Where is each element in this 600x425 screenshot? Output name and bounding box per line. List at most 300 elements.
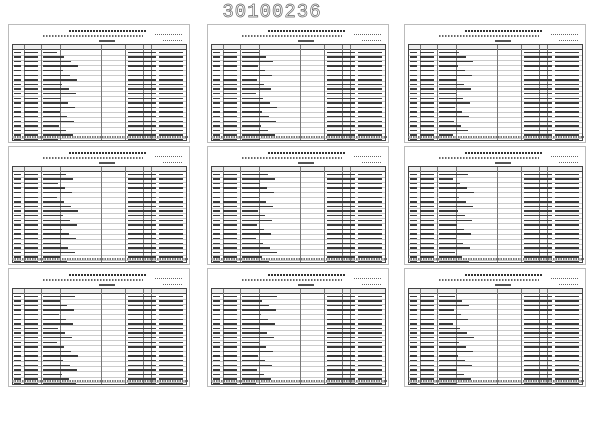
- table-cell-text: [410, 88, 417, 90]
- page-unit-line: [298, 40, 314, 42]
- table-cell-text: [213, 351, 220, 353]
- page-meta1-line: [551, 156, 579, 157]
- table-cell-text: [540, 314, 548, 316]
- table-cell-text: [351, 107, 355, 109]
- table-cell-text: [343, 125, 351, 127]
- table-cell-text: [213, 178, 220, 180]
- table-cell-text: [343, 328, 351, 330]
- table-cell-text: [213, 125, 220, 127]
- table-cell-text: [159, 111, 183, 113]
- page-sub-line: [242, 279, 342, 281]
- table-cell-text: [144, 197, 152, 199]
- table-cell-text: [351, 360, 355, 362]
- table-cell-text: [14, 206, 21, 208]
- table-cell-text: [213, 332, 220, 334]
- table-cell-text: [242, 56, 266, 58]
- table-cell-text: [152, 56, 156, 58]
- table-cell-text: [144, 111, 152, 113]
- table-cell-text: [548, 220, 552, 222]
- table-cell-text: [159, 56, 183, 58]
- table-cell-text: [242, 360, 265, 362]
- table-cell-text: [410, 210, 417, 212]
- table-cell-text: [548, 369, 552, 371]
- table-cell-text: [144, 238, 152, 240]
- table-cell-text: [420, 261, 434, 263]
- table-cell-text: [159, 75, 183, 77]
- table-cell-text: [43, 93, 76, 95]
- table-cell-text: [358, 247, 382, 249]
- table-cell-text: [152, 121, 156, 123]
- table-cell-text: [439, 174, 468, 176]
- table-cell-text: [548, 355, 552, 357]
- table-cell-text: [43, 296, 75, 298]
- table-cell-text: [555, 183, 579, 185]
- table-cell-text: [14, 238, 21, 240]
- table-header: [212, 289, 385, 294]
- table-cell-text: [213, 365, 220, 367]
- table-cell-text: [213, 52, 220, 54]
- table-cell-text: [358, 309, 382, 311]
- table-cell-text: [351, 178, 355, 180]
- table-cell-text: [439, 374, 464, 376]
- table-cell-text: [159, 342, 183, 344]
- table-cell-text: [540, 243, 548, 245]
- table-cell-text: [439, 229, 464, 231]
- table-cell-text: [420, 65, 434, 67]
- table-cell-text: [223, 355, 237, 357]
- table-cell-text: [242, 300, 262, 302]
- data-table: [211, 44, 386, 141]
- table-cell-text: [144, 224, 152, 226]
- table-cell-text: [358, 84, 382, 86]
- table-header: [13, 167, 186, 172]
- table-cell-text: [439, 125, 461, 127]
- table-cell-text: [14, 102, 21, 104]
- table-cell-text: [43, 238, 76, 240]
- table-cell-text: [24, 346, 38, 348]
- table-cell-text: [43, 197, 57, 199]
- table-cell-text: [152, 70, 156, 72]
- table-cell-text: [24, 233, 38, 235]
- table-cell-text: [223, 296, 237, 298]
- table-cell-text: [144, 323, 152, 325]
- table-cell-text: [439, 65, 458, 67]
- table-cell-text: [420, 206, 434, 208]
- table-cell-text: [358, 178, 382, 180]
- table-cell-text: [343, 383, 351, 385]
- table-cell-text: [242, 247, 270, 249]
- table-cell-text: [152, 192, 156, 194]
- table-cell-text: [343, 220, 351, 222]
- table-cell-text: [439, 314, 461, 316]
- table-cell-text: [223, 98, 237, 100]
- data-table: [12, 166, 187, 263]
- table-cell-text: [242, 261, 269, 263]
- table-cell-text: [540, 75, 548, 77]
- table-cell-text: [358, 139, 382, 141]
- table-cell-text: [410, 220, 417, 222]
- page-meta2-line: [163, 162, 183, 163]
- table-cell-text: [24, 187, 38, 189]
- table-cell-text: [555, 369, 579, 371]
- table-cell-text: [540, 93, 548, 95]
- table-cell-text: [540, 229, 548, 231]
- table-cell-text: [548, 328, 552, 330]
- table-cell-text: [24, 102, 38, 104]
- table-cell-text: [548, 111, 552, 113]
- table-cell-text: [43, 332, 65, 334]
- table-cell-text: [358, 332, 382, 334]
- table-cell-text: [159, 296, 183, 298]
- page-meta1-line: [354, 278, 382, 279]
- page-footer-note: [408, 136, 584, 138]
- table-cell-text: [159, 309, 183, 311]
- table-cell-text: [213, 102, 220, 104]
- table-cell-text: [14, 374, 21, 376]
- table-cell-text: [351, 369, 355, 371]
- table-column-rule: [101, 45, 102, 140]
- table-cell-text: [152, 360, 156, 362]
- table-cell-text: [540, 351, 548, 353]
- table-cell-text: [420, 360, 434, 362]
- table-cell-text: [213, 252, 220, 254]
- table-cell-text: [540, 342, 548, 344]
- table-cell-text: [152, 300, 156, 302]
- table-cell-text: [242, 215, 265, 217]
- table-cell-text: [43, 309, 74, 311]
- table-cell-text: [358, 220, 382, 222]
- table-cell-text: [439, 61, 473, 63]
- table-cell-text: [213, 79, 220, 81]
- table-cell-text: [159, 98, 183, 100]
- table-cell-text: [152, 183, 156, 185]
- table-cell-text: [358, 79, 382, 81]
- table-cell-text: [358, 243, 382, 245]
- table-cell-text: [14, 261, 21, 263]
- table-cell-text: [351, 56, 355, 58]
- table-cell-text: [548, 197, 552, 199]
- table-cell-text: [223, 88, 237, 90]
- table-cell-text: [420, 75, 434, 77]
- table-cell-text: [223, 332, 237, 334]
- table-cell-text: [24, 75, 38, 77]
- table-cell-text: [420, 342, 434, 344]
- table-cell-text: [159, 243, 183, 245]
- table-cell-text: [351, 75, 355, 77]
- table-cell-text: [351, 224, 355, 226]
- table-cell-text: [159, 178, 183, 180]
- table-cell-text: [420, 309, 434, 311]
- table-cell-text: [439, 305, 469, 307]
- table-cell-text: [213, 121, 220, 123]
- page-footer-note: [12, 380, 188, 382]
- table-cell-text: [152, 65, 156, 67]
- table-cell-text: [351, 102, 355, 104]
- table-cell-text: [223, 79, 237, 81]
- table-cell-text: [213, 238, 220, 240]
- table-cell-text: [223, 197, 237, 199]
- table-cell-text: [358, 374, 382, 376]
- table-cell-text: [223, 174, 237, 176]
- table-header: [13, 289, 186, 294]
- table-cell-text: [223, 224, 237, 226]
- report-page: [8, 268, 190, 387]
- table-cell-text: [144, 374, 152, 376]
- table-cell-text: [152, 247, 156, 249]
- table-cell-text: [159, 252, 183, 254]
- table-cell-text: [223, 346, 237, 348]
- table-cell-text: [358, 323, 382, 325]
- table-cell-text: [24, 84, 38, 86]
- table-cell-text: [343, 238, 351, 240]
- document-number: 30100236: [222, 1, 322, 23]
- page-title-line: [69, 30, 147, 32]
- table-cell-text: [144, 220, 152, 222]
- table-cell-text: [144, 210, 152, 212]
- table-cell-text: [242, 121, 276, 123]
- table-column-rule: [300, 289, 301, 384]
- table-cell-text: [555, 107, 579, 109]
- table-cell-text: [439, 351, 473, 353]
- table-cell-text: [439, 247, 470, 249]
- table-cell-text: [548, 56, 552, 58]
- table-cell-text: [144, 243, 152, 245]
- table-cell-text: [555, 296, 579, 298]
- table-cell-text: [213, 61, 220, 63]
- table-cell-text: [548, 305, 552, 307]
- table-cell-text: [439, 56, 466, 58]
- table-cell-text: [242, 220, 272, 222]
- table-cell-text: [351, 337, 355, 339]
- table-cell-text: [159, 383, 183, 385]
- table-cell-text: [343, 178, 351, 180]
- table-cell-text: [43, 187, 65, 189]
- table-cell-text: [43, 107, 75, 109]
- table-cell-text: [410, 346, 417, 348]
- table-cell-text: [343, 346, 351, 348]
- table-cell-text: [213, 337, 220, 339]
- table-cell-text: [548, 70, 552, 72]
- table-cell-text: [242, 323, 275, 325]
- table-cell-text: [555, 238, 579, 240]
- table-cell-text: [555, 215, 579, 217]
- table-cell-text: [420, 201, 434, 203]
- table-cell-text: [24, 178, 38, 180]
- table-cell-text: [358, 187, 382, 189]
- table-cell-text: [420, 111, 434, 113]
- table-cell-text: [144, 247, 152, 249]
- page-title-line: [69, 152, 147, 154]
- table-cell-text: [159, 116, 183, 118]
- table-cell-text: [343, 360, 351, 362]
- table-cell-text: [343, 300, 351, 302]
- table-cell-text: [144, 70, 152, 72]
- table-cell-text: [351, 328, 355, 330]
- table-cell-text: [555, 300, 579, 302]
- table-cell-text: [223, 233, 237, 235]
- table-cell-text: [144, 346, 152, 348]
- table-cell-text: [540, 139, 548, 141]
- table-cell-text: [351, 305, 355, 307]
- table-cell-text: [14, 300, 21, 302]
- table-cell-text: [213, 233, 220, 235]
- table-cell-text: [343, 305, 351, 307]
- table-cell-text: [223, 383, 237, 385]
- table-cell-text: [213, 314, 220, 316]
- table-cell-text: [213, 210, 220, 212]
- table-cell-text: [223, 252, 237, 254]
- table-cell-text: [420, 346, 434, 348]
- table-cell-text: [439, 183, 460, 185]
- table-column-rule: [324, 167, 325, 262]
- table-cell-text: [439, 261, 469, 263]
- table-header: [212, 45, 385, 50]
- table-cell-text: [351, 174, 355, 176]
- table-cell-text: [223, 52, 237, 54]
- table-cell-text: [242, 79, 257, 81]
- table-cell-text: [548, 309, 552, 311]
- table-cell-text: [43, 369, 77, 371]
- table-cell-text: [213, 328, 220, 330]
- table-cell-text: [223, 192, 237, 194]
- table-cell-text: [159, 328, 183, 330]
- table-cell-text: [144, 88, 152, 90]
- table-cell-text: [242, 243, 263, 245]
- table-header: [13, 45, 186, 50]
- table-cell-text: [159, 79, 183, 81]
- table-cell-text: [351, 332, 355, 334]
- table-cell-text: [24, 61, 38, 63]
- table-cell-text: [555, 79, 579, 81]
- table-cell-text: [159, 201, 183, 203]
- table-cell-text: [152, 305, 156, 307]
- table-cell-text: [410, 130, 417, 132]
- table-cell-text: [410, 107, 417, 109]
- table-cell-text: [144, 56, 152, 58]
- table-cell-text: [343, 233, 351, 235]
- table-cell-text: [14, 75, 21, 77]
- table-cell-text: [152, 309, 156, 311]
- table-cell-text: [43, 192, 72, 194]
- table-cell-text: [439, 130, 468, 132]
- table-cell-text: [540, 107, 548, 109]
- table-cell-text: [351, 52, 355, 54]
- table-cell-text: [410, 296, 417, 298]
- table-cell-text: [540, 224, 548, 226]
- table-cell-text: [242, 201, 266, 203]
- table-cell-text: [213, 192, 220, 194]
- table-cell-text: [43, 323, 73, 325]
- table-column-rule: [41, 45, 42, 140]
- table-cell-text: [540, 192, 548, 194]
- table-cell-text: [343, 206, 351, 208]
- table-cell-text: [159, 374, 183, 376]
- table-cell-text: [213, 309, 220, 311]
- table-cell-text: [555, 130, 579, 132]
- table-cell-text: [213, 130, 220, 132]
- table-cell-text: [43, 247, 68, 249]
- table-cell-text: [540, 319, 548, 321]
- table-cell-text: [540, 79, 548, 81]
- table-cell-text: [223, 351, 237, 353]
- data-table: [211, 166, 386, 263]
- table-cell-text: [410, 70, 417, 72]
- table-cell-text: [420, 197, 434, 199]
- page-footer-note: [408, 258, 584, 260]
- table-cell-text: [358, 369, 382, 371]
- table-cell-text: [242, 125, 261, 127]
- table-cell-text: [410, 187, 417, 189]
- page-meta2-line: [362, 284, 382, 285]
- table-cell-text: [358, 206, 382, 208]
- table-cell-text: [159, 247, 183, 249]
- table-cell-text: [14, 187, 21, 189]
- table-cell-text: [43, 314, 59, 316]
- table-cell-text: [548, 215, 552, 217]
- table-cell-text: [358, 261, 382, 263]
- table-cell-text: [14, 229, 21, 231]
- table-cell-text: [410, 319, 417, 321]
- table-cell-text: [555, 328, 579, 330]
- table-cell-text: [439, 332, 467, 334]
- table-cell-text: [439, 75, 472, 77]
- table-cell-text: [159, 369, 183, 371]
- table-cell-text: [343, 70, 351, 72]
- table-cell-text: [420, 314, 434, 316]
- table-cell-text: [439, 296, 455, 298]
- table-cell-text: [548, 346, 552, 348]
- table-cell-text: [152, 197, 156, 199]
- table-cell-text: [410, 332, 417, 334]
- table-cell-text: [144, 107, 152, 109]
- table-cell-text: [540, 130, 548, 132]
- table-cell-text: [43, 70, 63, 72]
- table-cell-text: [548, 252, 552, 254]
- table-cell-text: [152, 342, 156, 344]
- table-cell-text: [14, 210, 21, 212]
- table-cell-text: [43, 178, 73, 180]
- table-cell-text: [144, 261, 152, 263]
- table-cell-text: [144, 309, 152, 311]
- table-cell-text: [152, 201, 156, 203]
- table-cell-text: [555, 52, 579, 54]
- table-cell-text: [152, 88, 156, 90]
- table-column-rule: [521, 167, 522, 262]
- table-cell-text: [14, 139, 21, 141]
- table-cell-text: [540, 220, 548, 222]
- table-cell-text: [24, 355, 38, 357]
- table-cell-text: [152, 261, 156, 263]
- table-cell-text: [152, 187, 156, 189]
- table-cell-text: [242, 197, 259, 199]
- table-cell-text: [213, 346, 220, 348]
- table-cell-text: [439, 139, 460, 141]
- table-cell-text: [14, 178, 21, 180]
- table-cell-text: [43, 102, 68, 104]
- table-cell-text: [159, 365, 183, 367]
- page-sub-line: [439, 35, 539, 37]
- table-cell-text: [242, 305, 269, 307]
- table-cell-text: [439, 70, 465, 72]
- table-cell-text: [343, 187, 351, 189]
- table-cell-text: [420, 84, 434, 86]
- table-cell-text: [223, 374, 237, 376]
- table-cell-text: [540, 360, 548, 362]
- table-cell-text: [242, 102, 270, 104]
- table-cell-text: [351, 296, 355, 298]
- table-cell-text: [540, 70, 548, 72]
- table-cell-text: [24, 252, 38, 254]
